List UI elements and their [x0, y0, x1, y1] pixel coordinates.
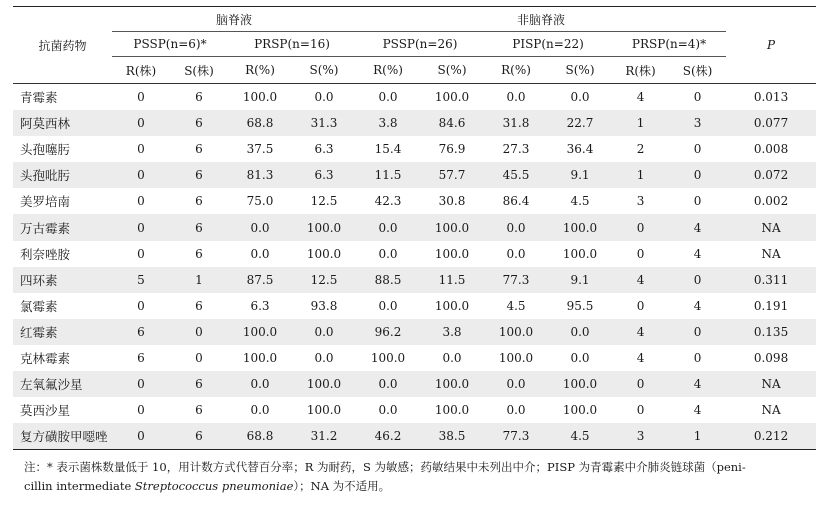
value-cell: 0.0: [356, 214, 420, 240]
value-cell: 0: [137, 142, 145, 157]
unit-header: S(株): [170, 57, 228, 84]
value-cell: 93.8: [310, 298, 338, 313]
value-cell: 81.3: [228, 162, 292, 188]
value-cell: 0: [612, 371, 669, 397]
header-drug: 抗菌药物: [13, 7, 112, 84]
value-cell: 0.0: [378, 403, 398, 418]
value-cell: 0: [693, 350, 702, 365]
p-value-cell: 0.013: [753, 90, 789, 105]
value-cell: 95.5: [566, 298, 594, 313]
value-cell: 0: [137, 298, 145, 313]
value-cell: 100.0: [562, 246, 598, 261]
table-row: [13, 293, 816, 319]
value-cell: 0: [112, 423, 170, 450]
table-row: [13, 241, 816, 267]
value-cell: 100.0: [434, 298, 470, 313]
value-cell: 6: [195, 142, 203, 157]
value-cell: 0: [636, 246, 645, 261]
value-cell: 100.0: [242, 90, 278, 105]
table-row: [13, 371, 816, 397]
value-cell: 1: [669, 423, 726, 450]
p-value-cell: 0.008: [753, 142, 789, 157]
value-cell: 4: [636, 90, 645, 105]
drug-name-cell: 四环素: [13, 267, 112, 293]
value-cell: 12.5: [292, 267, 356, 293]
value-cell: 0.0: [356, 371, 420, 397]
value-cell: 0: [612, 214, 669, 240]
value-cell: 0: [112, 371, 170, 397]
value-cell: 0.0: [292, 319, 356, 345]
p-value-cell: 0.072: [726, 162, 816, 188]
value-cell: 4.5: [570, 194, 590, 209]
value-cell: 0: [137, 194, 145, 209]
value-cell: 6: [195, 90, 203, 105]
value-cell: 6.3: [314, 142, 334, 157]
table-row: [13, 319, 816, 345]
value-cell: 42.3: [374, 194, 402, 209]
value-cell: 100.0: [228, 319, 292, 345]
drug-name-cell: 莫西沙星: [20, 403, 71, 419]
value-cell: 84.6: [420, 110, 484, 136]
value-cell: 0.0: [250, 403, 270, 418]
value-cell: 100.0: [306, 403, 342, 418]
value-cell: 100.0: [370, 350, 406, 365]
value-cell: 0.0: [250, 246, 270, 261]
value-cell: 0: [137, 246, 145, 261]
value-cell: 15.4: [374, 142, 402, 157]
value-cell: 0: [669, 162, 726, 188]
value-cell: 6: [170, 371, 228, 397]
drug-name-cell: 左氧氟沙星: [13, 371, 112, 397]
value-cell: 4: [612, 267, 669, 293]
value-cell: 11.5: [356, 162, 420, 188]
value-cell: 6: [170, 110, 228, 136]
value-cell: 3: [612, 423, 669, 450]
p-value-cell: 0.212: [726, 423, 816, 450]
value-cell: 6.3: [250, 298, 270, 313]
value-cell: 77.3: [484, 423, 548, 450]
value-cell: 1: [170, 267, 228, 293]
drug-name-cell: 青霉素: [20, 90, 58, 106]
unit-header: R(株): [612, 57, 669, 84]
p-value-cell: 0.311: [726, 267, 816, 293]
value-cell: 6: [170, 423, 228, 450]
value-cell: 96.2: [356, 319, 420, 345]
value-cell: 77.3: [484, 267, 548, 293]
table-row: [13, 162, 816, 188]
header-p-value: P: [726, 7, 816, 84]
value-cell: 3: [636, 194, 645, 209]
value-cell: 4: [693, 298, 702, 313]
value-cell: 0: [137, 403, 145, 418]
value-cell: 6: [195, 298, 203, 313]
value-cell: 37.5: [246, 142, 274, 157]
value-cell: 0: [112, 214, 170, 240]
value-cell: 6: [137, 350, 145, 365]
footnote-line: cillin intermediate Streptococcus pneumoniae）；NA 为不适用。: [24, 479, 391, 493]
value-cell: 0: [636, 298, 645, 313]
p-value-cell: 0.135: [726, 319, 816, 345]
value-cell: 100.0: [548, 371, 612, 397]
value-cell: 3: [669, 110, 726, 136]
value-cell: 100.0: [420, 214, 484, 240]
value-cell: 75.0: [246, 194, 274, 209]
table-row: [13, 84, 816, 111]
value-cell: 100.0: [548, 214, 612, 240]
header-csf-group: 脑脊液: [112, 7, 356, 32]
value-cell: 0.0: [506, 90, 526, 105]
value-cell: 100.0: [306, 246, 342, 261]
value-cell: 2: [636, 142, 645, 157]
value-cell: 4: [693, 246, 702, 261]
value-cell: 0: [112, 110, 170, 136]
value-cell: 0.0: [484, 214, 548, 240]
value-cell: 0: [669, 319, 726, 345]
value-cell: 31.2: [292, 423, 356, 450]
value-cell: 0: [636, 403, 645, 418]
value-cell: 6: [170, 162, 228, 188]
value-cell: 57.7: [420, 162, 484, 188]
footnote-line: 注：* 表示菌株数量低于 10，用计数方式代替百分率；R 为耐药，S 为敏感；药敏结果中未列出中介；PISP 为青霉素中介肺炎链球菌（peni-: [24, 460, 746, 474]
value-cell: 100.0: [420, 371, 484, 397]
value-cell: 6: [112, 319, 170, 345]
value-cell: 100.0: [434, 403, 470, 418]
value-cell: 0: [195, 350, 203, 365]
value-cell: 87.5: [228, 267, 292, 293]
value-cell: 6: [170, 214, 228, 240]
value-cell: 0.0: [314, 90, 334, 105]
value-cell: 38.5: [420, 423, 484, 450]
species-name: Streptococcus pneumoniae: [134, 479, 294, 493]
value-cell: 100.0: [484, 319, 548, 345]
unit-header: R(%): [228, 57, 292, 84]
value-cell: 0: [669, 267, 726, 293]
unit-header: S(%): [548, 57, 612, 84]
p-value-cell: NA: [726, 371, 816, 397]
p-value-cell: NA: [726, 214, 816, 240]
value-cell: 3.8: [356, 110, 420, 136]
value-cell: 0.0: [506, 403, 526, 418]
drug-name-cell: 克林霉素: [20, 350, 71, 366]
value-cell: 68.8: [228, 110, 292, 136]
drug-name-cell: 美罗培南: [20, 194, 71, 210]
table-row: [13, 136, 816, 162]
drug-name-cell: 复方磺胺甲噁唑: [13, 423, 112, 450]
p-value-cell: 0.002: [753, 194, 789, 209]
value-cell: 0.0: [228, 371, 292, 397]
value-cell: 6: [195, 194, 203, 209]
table-row: [13, 214, 816, 240]
value-cell: 1: [612, 110, 669, 136]
value-cell: 27.3: [502, 142, 530, 157]
value-cell: 0: [137, 90, 145, 105]
value-cell: 76.9: [438, 142, 466, 157]
value-cell: 0.0: [484, 371, 548, 397]
value-cell: 45.5: [484, 162, 548, 188]
value-cell: 11.5: [420, 267, 484, 293]
drug-name-cell: 红霉素: [13, 319, 112, 345]
drug-name-cell: 氯霉素: [20, 298, 58, 314]
table-row: [13, 267, 816, 293]
value-cell: 0.0: [548, 319, 612, 345]
value-cell: 5: [112, 267, 170, 293]
value-cell: 0.0: [228, 214, 292, 240]
antibiotic-resistance-table: [13, 6, 816, 450]
subgroup-csf-prsp: PRSP(n=16): [228, 32, 356, 57]
subgroup-noncsf-pssp: PSSP(n=26): [356, 32, 484, 57]
table-row: [13, 397, 816, 423]
drug-name-cell: 阿莫西林: [13, 110, 112, 136]
unit-header: R(株): [112, 57, 170, 84]
value-cell: 31.3: [292, 110, 356, 136]
value-cell: 4: [669, 214, 726, 240]
value-cell: 100.0: [434, 246, 470, 261]
p-value-cell: NA: [761, 403, 781, 418]
value-cell: 100.0: [242, 350, 278, 365]
value-cell: 0.0: [570, 350, 590, 365]
value-cell: 0.0: [314, 350, 334, 365]
value-cell: 0.0: [378, 298, 398, 313]
value-cell: 3.8: [420, 319, 484, 345]
value-cell: 68.8: [228, 423, 292, 450]
value-cell: 4.5: [548, 423, 612, 450]
table-footnote: [24, 458, 814, 496]
subgroup-noncsf-pisp: PISP(n=22): [484, 32, 612, 57]
value-cell: 30.8: [438, 194, 466, 209]
drug-name-cell: 利奈唑胺: [20, 246, 71, 262]
value-cell: 46.2: [356, 423, 420, 450]
value-cell: 9.1: [548, 162, 612, 188]
value-cell: 0: [693, 142, 702, 157]
value-cell: 0: [693, 90, 702, 105]
value-cell: 22.7: [548, 110, 612, 136]
value-cell: 6: [195, 403, 203, 418]
value-cell: 0.0: [378, 246, 398, 261]
value-cell: 12.5: [310, 194, 338, 209]
p-value-cell: 0.191: [753, 298, 789, 313]
value-cell: 0.0: [506, 246, 526, 261]
p-value-cell: 0.077: [726, 110, 816, 136]
drug-name-cell: 头孢吡肟: [13, 162, 112, 188]
drug-name-cell: 头孢噻肟: [20, 142, 71, 158]
value-cell: 0: [112, 162, 170, 188]
value-cell: 4: [636, 350, 645, 365]
unit-header: R(%): [484, 57, 548, 84]
table-row: [13, 188, 816, 214]
value-cell: 9.1: [548, 267, 612, 293]
value-cell: 0: [170, 319, 228, 345]
value-cell: 4: [693, 403, 702, 418]
value-cell: 0.0: [442, 350, 462, 365]
subgroup-noncsf-prsp: PRSP(n=4)*: [612, 32, 726, 57]
resistance-table-container: [13, 6, 816, 450]
value-cell: 4: [669, 371, 726, 397]
value-cell: 6.3: [292, 162, 356, 188]
table-row: [13, 345, 816, 371]
value-cell: 1: [612, 162, 669, 188]
value-cell: 36.4: [566, 142, 594, 157]
table-row: [13, 110, 816, 136]
p-value-cell: NA: [761, 246, 781, 261]
value-cell: 100.0: [498, 350, 534, 365]
value-cell: 0.0: [378, 90, 398, 105]
value-cell: 4: [612, 319, 669, 345]
header-noncsf-group: 非脑脊液: [356, 7, 726, 32]
p-value-cell: 0.098: [753, 350, 789, 365]
value-cell: 100.0: [562, 403, 598, 418]
value-cell: 31.8: [484, 110, 548, 136]
value-cell: 100.0: [292, 214, 356, 240]
unit-header: S(%): [292, 57, 356, 84]
value-cell: 86.4: [502, 194, 530, 209]
subgroup-csf-pssp: PSSP(n=6)*: [112, 32, 228, 57]
value-cell: 100.0: [434, 90, 470, 105]
drug-name-cell: 万古霉素: [13, 214, 112, 240]
value-cell: 0.0: [570, 90, 590, 105]
table-row: [13, 423, 816, 450]
unit-header: S(%): [420, 57, 484, 84]
unit-header: R(%): [356, 57, 420, 84]
unit-header: S(株): [669, 57, 726, 84]
value-cell: 0: [693, 194, 702, 209]
value-cell: 88.5: [356, 267, 420, 293]
value-cell: 4.5: [506, 298, 526, 313]
value-cell: 6: [195, 246, 203, 261]
value-cell: 100.0: [292, 371, 356, 397]
